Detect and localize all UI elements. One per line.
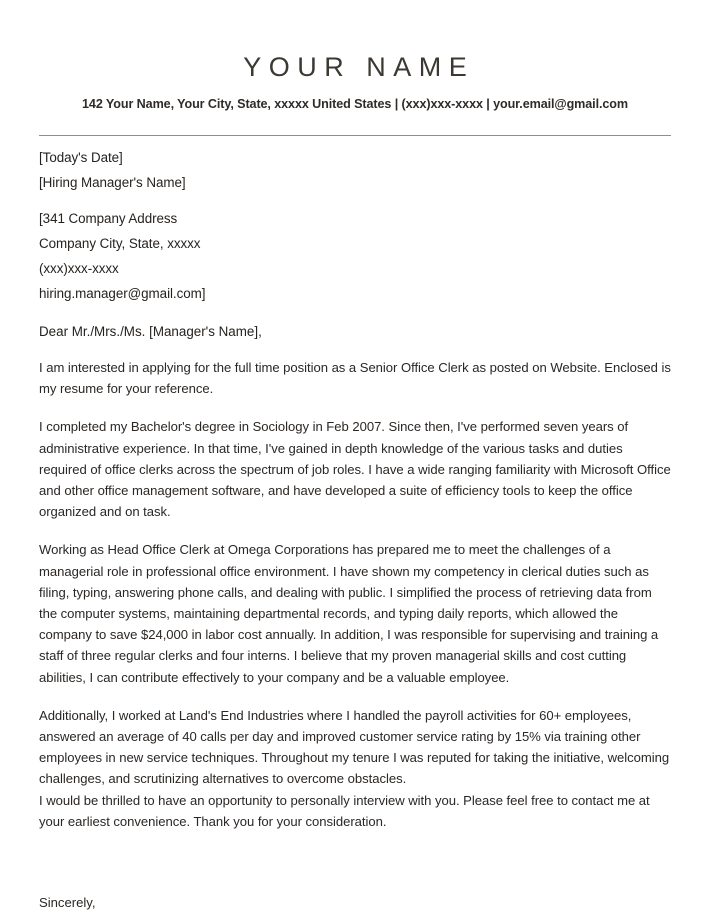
body-paragraph-4: Additionally, I worked at Land's End Industries where I handled the payroll activities for 60+ employees, answered an average of 40 calls per day and improved customer service rating by 15% via training other employees in new service techniques. Throughout my tenure I was reputed for taking the initiative, welcoming challenges, and scrutinizing alternatives to overcome obstacles. [39,707,670,787]
body-paragraph-3: Working as Head Office Clerk at Omega Corporations has prepared me to meet the challenges of a managerial role in professional office environment. I have shown my competency in clerical duties such as filing, typing, answering phone calls, and dealing with public. I simplified the process of retrieving data from the computer systems, maintaining departmental records, and typing daily reports, which allowed the company to save $24,000 in labor cost annually. In addition, I was responsible for supervising and training a staff of three regular clerks and four interns. I believe that my proven managerial skills and cost cutting abilities, I can contribute effectively to your company and be a valuable employee. [39,542,659,685]
contact-info-line: 142 Your Name, Your City, State, xxxxx United States | (xxx)xxx-xxxx | your.email@gmail.com [82,97,628,112]
spacer-after-salutation [39,344,672,357]
recipient-address-line-3: (xxx)xxx-xxxx [39,261,119,276]
letterhead [0,0,710,112]
page-title: YOUR NAME [243,52,475,82]
paragraph-spacer-3 [39,688,672,705]
closing-line: Sincerely, [39,895,96,911]
body-paragraph-2: I completed my Bachelor's degree in Sociology in Feb 2007. Since then, I've performed seven years of administrative experience. In that time, I've gained in depth knowledge of the various tasks and duties required of office clerks across the spectrum of job roles. I have a wide ranging familiarity with Microsoft Office and other office management software, and have developed a suite of efficiency tools to keep the office organized and on task. [39,419,671,520]
spacer-after-recipient-name [39,195,672,206]
paragraph-spacer-2 [39,522,672,539]
body-paragraph-5: I would be thrilled to have an opportunity to personally interview with you. Please feel free to contact me at your earliest convenience. Thank you for your consideration. [39,792,650,829]
salutation: Dear Mr./Mrs./Ms. [Manager's Name], [39,324,262,339]
recipient-address-line-1: [341 Company Address [39,211,178,226]
recipient-address-line-4: hiring.manager@gmail.com] [39,286,206,301]
header-divider [39,135,671,136]
recipient-address-line-2: Company City, State, xxxxx [39,236,201,251]
recipient-name: [Hiring Manager's Name] [39,175,186,190]
date-line: [Today's Date] [39,150,123,165]
body-paragraph-1: I am interested in applying for the full time position as a Senior Office Clerk as posted on Website. Enclosed is my resume for your reference. [39,360,671,397]
letter-body [39,145,672,913]
paragraph-spacer-1 [39,399,672,416]
